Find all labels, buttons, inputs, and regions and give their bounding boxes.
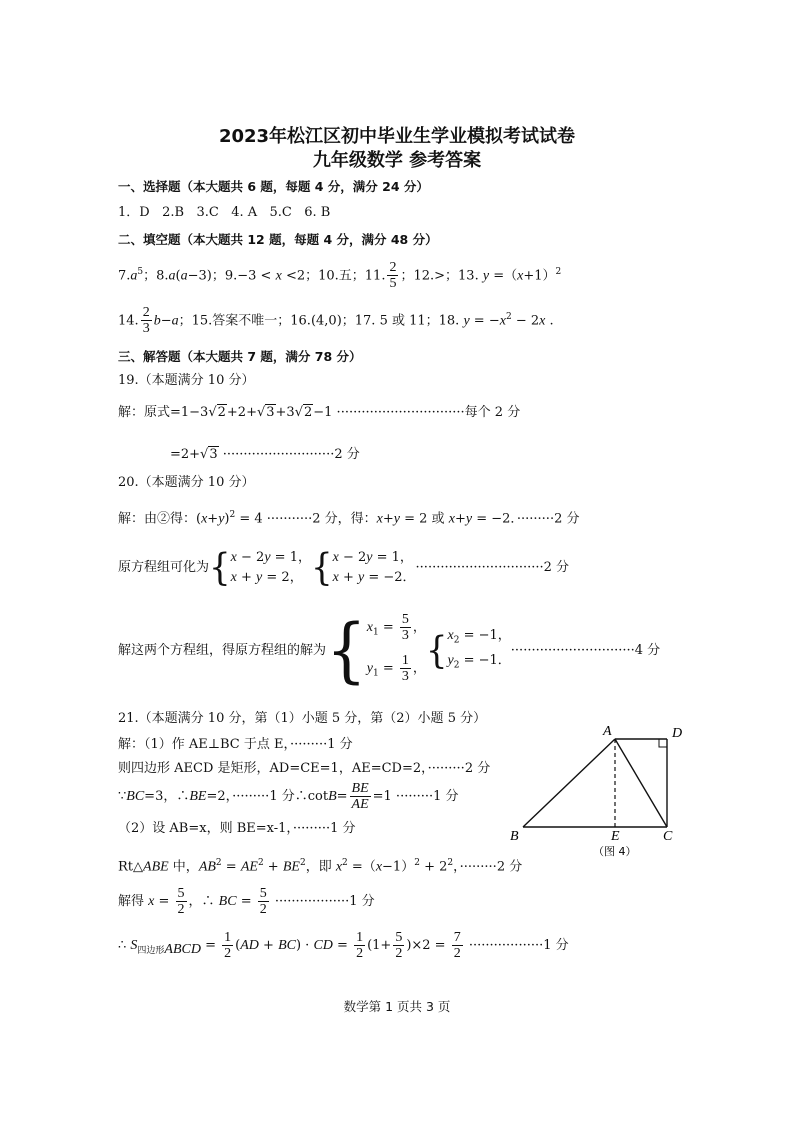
label-e: E — [611, 829, 620, 844]
section-2-heading: 二、填空题（本大题共 12 题，每题 4 分，满分 48 分） — [118, 232, 438, 247]
q21-score-3b: 1 分 — [433, 789, 459, 804]
q21-line-3: ∵BC=3，∴BE=2，·········1 分∴cotB= $\frac{BE}{AE}$ =1 ·········1 分 — [118, 781, 459, 812]
q21-score-1: 1 分 — [327, 737, 353, 752]
q21-line-1-text: 解：（1）作 AE⊥BC 于点 E， — [118, 737, 291, 752]
q21-line-5: Rt△ABE 中，$AB^2 = AE^2 + BE^2$，即 $x^2 =(x-1)^2 + 2^2$，·········2 分 — [118, 858, 523, 875]
q20-score-1: 2 分，得： — [312, 511, 377, 527]
fill-answers-row-1: $7.a^5$；8.a(a−3)；9.−3 < x <2；10.五；11. $\frac{2}{5}$ ；12.>；13. $y =(x+1)^2$ — [118, 260, 562, 292]
label-b: B — [510, 829, 519, 844]
trapezoid-figure — [505, 722, 705, 862]
q21-score-3a: 1 分 — [269, 789, 295, 804]
q21-score-2: 2 分 — [464, 761, 491, 776]
q21-line-2: 则四边形 AECD 是矩形，AD=CE=1，AE=CD=2，·········2 分 — [118, 761, 491, 776]
q21-score-7: 1 分 — [543, 938, 569, 953]
section-3-heading: 三、解答题（本大题共 7 题，满分 78 分） — [118, 349, 362, 364]
q19-line-1: 解：原式=1−3√2+2+√3+3√2−1 ·······························每个 2 分 — [118, 405, 521, 420]
q20-line-3-prefix: 解这两个方程组，得原方程组的解为 — [118, 643, 327, 659]
q20-line-2-prefix: 原方程组可化为 — [118, 560, 210, 575]
right-angle-mark-d — [659, 739, 667, 747]
page-footer: 数学第 1 页共 3 页 — [343, 999, 451, 1014]
label-a: A — [603, 724, 612, 739]
q21-score-6: 1 分 — [349, 894, 375, 909]
q20-line-1: 解：由②得：$(x+y)^2 = 4 \cdot\cdot\cdot\cdot\cdot\cdot\cdot\cdot\cdot\cdot\cdot 2$ 分，得：x+y = 2 或 x+y = −2．·········2 分 — [118, 510, 580, 527]
section-1-heading: 一、选择题（本大题共 6 题，每题 4 分，满分 24 分） — [118, 179, 429, 194]
q21-line-4: （2）设 AB=x，则 BE=x-1，·········1 分 — [118, 821, 356, 836]
q21-heading: 21.（本题满分 10 分，第（1）小题 5 分，第（2）小题 5 分） — [118, 711, 487, 726]
label-c: C — [663, 829, 673, 844]
q21-line-1: 解：（1）作 AE⊥BC 于点 E，·········1 分 — [118, 737, 353, 752]
fill-answers-row-2: 14. $\frac{2}{3}$ b−a；15.答案不唯一；16.(4,0)；17. 5 或 11；18. $y = -x^2 - 2x$ . — [118, 305, 554, 337]
section-1-answers: 1．D 2.B 3.C 4. A 5.C 6. B — [118, 205, 331, 220]
page-title: 2023年松江区初中毕业生学业模拟考试试卷 — [218, 126, 576, 147]
q19-score-2: 2 分 — [334, 447, 360, 462]
q19-score-1: 每个 2 分 — [464, 405, 521, 420]
q20-score-4: 4 分 — [634, 643, 661, 659]
q21-score-5: 2 分 — [496, 859, 523, 875]
q20-score-2: 2 分 — [554, 511, 580, 527]
q21-line-4-text: （2）设 AB=x，则 BE=x-1， — [118, 821, 293, 836]
label-d: D — [672, 726, 683, 741]
figure-caption: （图 4） — [593, 845, 637, 858]
segment-ab — [523, 739, 615, 827]
page-subtitle: 九年级数学 参考答案 — [312, 150, 482, 171]
q20-line-2: 原方程组可化为{ x − 2y = 1， x + y = 2， { x − 2y = 1， x + y = −2． ·······························2 分 — [118, 545, 570, 590]
q20-line-3: 解这两个方程组，得原方程组的解为{ $x_1$ = $\frac{5}{3}$ ， $y_1$ = $\frac{1}{3}$ ， { $x_2 = -1$， $y_2 = -1$． ······························4 分 — [118, 609, 661, 692]
q20-heading: 20.（本题满分 10 分） — [118, 475, 255, 490]
q21-score-4: 1 分 — [330, 821, 356, 836]
q19-heading: 19.（本题满分 10 分） — [118, 373, 255, 388]
q21-line-6: 解得 x = $\frac{5}{2}$ ，∴ BC = $\frac{5}{2}$ ··················1 分 — [118, 886, 375, 917]
q20-score-3: 2 分 — [543, 560, 570, 575]
q21-line-2-text: 则四边形 AECD 是矩形，AD=CE=1，AE=CD=2， — [118, 761, 428, 776]
q19-line-2: =2+√3 ···························2 分 — [170, 447, 360, 462]
segment-ac — [615, 739, 667, 827]
q21-line-7: ∴ $S_{四边形ABCD}$ = $\frac{1}{2}$ (AD + BC) · CD = $\frac{1}{2}$ (1+ $\frac{5}{2}$ )×2 = $\frac{7}{2}$ ··················1 分 — [118, 930, 569, 961]
